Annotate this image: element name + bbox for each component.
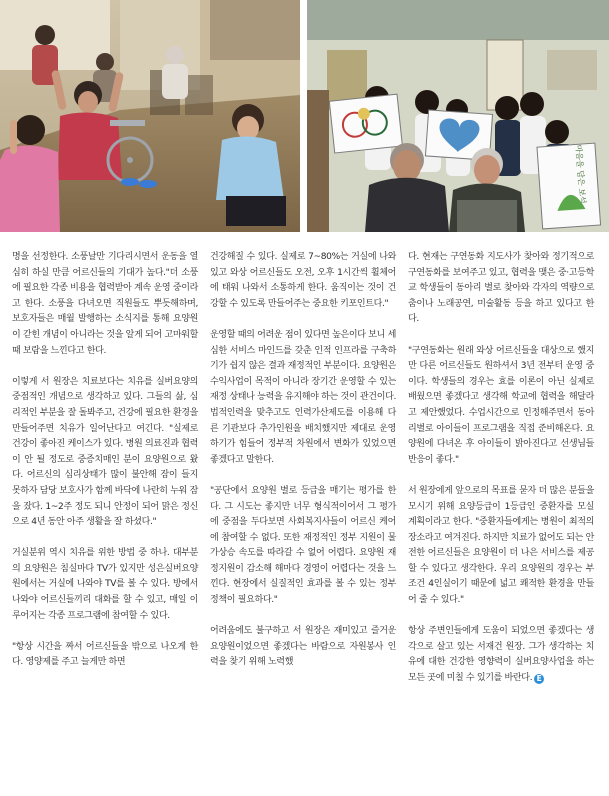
photo-students-visit-image [307, 0, 609, 232]
paragraph: 다. 현재는 구연동화 지도사가 찾아와 정기적으로 구연동화를 보여주고 있고, 협력을 맺은 중·고등학교 학생들이 동아리 별로 찾아와 각자의 역량으로 춤이나 노래공연, 미술활동 등을 하고 있다고 한다. [408, 252, 594, 325]
photo-elderly-exercise [0, 0, 300, 232]
photo-students-visit [307, 0, 609, 232]
end-mark-icon: E [534, 674, 544, 684]
paragraph: 이렇게 서 원장은 치료보다는 치유를 실버요양의 중점적인 개념으로 생각하고 있다. 그들의 삶, 심리적인 부분을 잘 돌봐주고, 건강에 필요한 환경을 만들어주면 치유가 일어난다고 여긴다. "실제로 건강이 좋아진 케이스가 있다. 병원 의료진과 협력이 안 될 정도로 중증치매인 분이 요양원으로 왔다. 어르신의 심리상태가 많이 불안해 잠이 들지 못하자 담당 보호사가 함께 바닥에 나란히 누워 잠을 잤다. 1~2주 정도 되니 안정이 되어 맑은 정신으로 4년 동안 아주 생활을 잘 하셨다." [12, 376, 198, 528]
sign-text: 마음을 담은 보석 [573, 144, 588, 205]
paragraph: 명을 선정한다. 소풍날만 기다리시면서 운동을 열심히 하실 만큼 어르신들의 기대가 높다."더 소풍에 필요한 각종 비용을 협력받아 계속 운영 중이라고 한다. 소풍을 다녀오면 직원들도 뿌듯해하며, 보호자들은 매월 발행하는 소식지를 통해 요양원이 갇힌 개념이 아니라는 것을 알게 되어 고마워할 때 보람을 느낀다고 한다. [12, 252, 198, 356]
paragraph: "구연동화는 원래 와상 어르신들을 대상으로 했지만 다른 어르신들도 원하셔서 3년 전부터 운영 중이다. 학생들의 경우는 효를 이론이 아닌 실제로 배웠으면 좋겠다고 생각해 학교에 협력을 해달라고 제안했었다. 수업시간으로 인정해주면서 동아리별로 아이들이 프로그램을 직접 준비해온다. 요양원에 다녀온 후 아이들이 밝아진다고 선생님들 반응이 좋다." [408, 345, 594, 465]
paragraph: 거실분위 역시 치유를 위한 방법 중 하나. 대부분의 요양원은 침실마다 TV가 있지만 성은실버요양원에서는 거실에 나와야 TV를 볼 수 있다. 방에서 나와야 어르신들끼리 대화를 할 수 있고, 매일 이루어지는 각종 프로그램에 참여할 수 있다. [12, 548, 198, 621]
paragraph: 건강해질 수 있다. 실제로 7~80%는 거실에 나와 있고 와상 어르신들도 오전, 오후 1시간씩 휠체어에 태워 나와서 소통하게 한다. 움직이는 것이 건강할 수 있도록 만들어주는 중요한 키포인트다." [210, 252, 396, 309]
body-text-column-3 [408, 250, 594, 687]
paragraph: "공단에서 요양원 별로 등급을 매기는 평가를 한다. 그 시도는 좋지만 너무 형식적이어서 그 평가에 중점을 두다보면 사회복지사들이 어르신 케어에 참여할 수 없다. 또한 재정적인 정부 지원이 물가상승 속도를 따라갈 수 없어 어렵다. 요양원 재정지원이 감소해 해마다 경영이 어렵다는 것을 느낀다. 현장에서 실질적인 효과를 볼 수 있는 정부정책이 필요하다." [210, 485, 396, 606]
paragraph-final [408, 624, 594, 686]
paragraph: "항상 시간을 짜서 어르신들을 밖으로 나오게 한다. 영양제를 주고 늘게만 하면 [12, 641, 198, 668]
body-text-column-1 [12, 250, 198, 671]
paragraph-final-text: 항상 주변인들에게 도움이 되었으면 좋겠다는 생각으로 살고 있는 서재건 원장. 그가 생각하는 치유에 대한 건강한 영향력이 실버요양사업을 하는 모든 곳에 미칠 수 있기를 바란다. [408, 626, 594, 684]
paragraph: 어려움에도 불구하고 서 원장은 재미있고 즐거운 요양원이었으면 좋겠다는 바람으로 자원봉사 인력을 찾기 위해 노력했 [210, 626, 396, 668]
photo-elderly-exercise-image [0, 0, 300, 232]
paragraph: 서 원장에게 앞으로의 목표를 묻자 더 많은 분들을 모시기 위해 요양등급이 1등급인 중환자를 모실 계획이라고 한다. "중환자들에게는 병원이 최적의 장소라고 여겨진다. 하지만 치료가 없어도 되는 안전한 어르신들은 요양원이 더 나은 서비스를 제공할 수 있다고 생각한다. 우리 요양원의 경우는 부조건 4인실이기 때문에 넓고 쾌적한 환경을 만들어 줄 수 있다." [408, 485, 594, 606]
body-text-column-2 [210, 250, 396, 671]
paragraph: 운영할 때의 어려운 점이 있다면 높은이다 보니 세심한 서비스 마인드를 갖춘 인적 인프라를 구축하기가 쉽지 않은 결과 재정적인 부분이다. 요양원은 수익사업이 목적이 아니라 장기간 운영할 수 있는 재정 상태나 능력을 유지해야 하는 것이 관건이다. 법적인력을 맞추고도 인력가산제도를 이용해 다른 기관보다 추가인원을 배치했지만 제대로 운영하기가 힘들어 정부적 차원에서 변화가 있었으면 좋겠다고 말한다. [210, 329, 396, 465]
